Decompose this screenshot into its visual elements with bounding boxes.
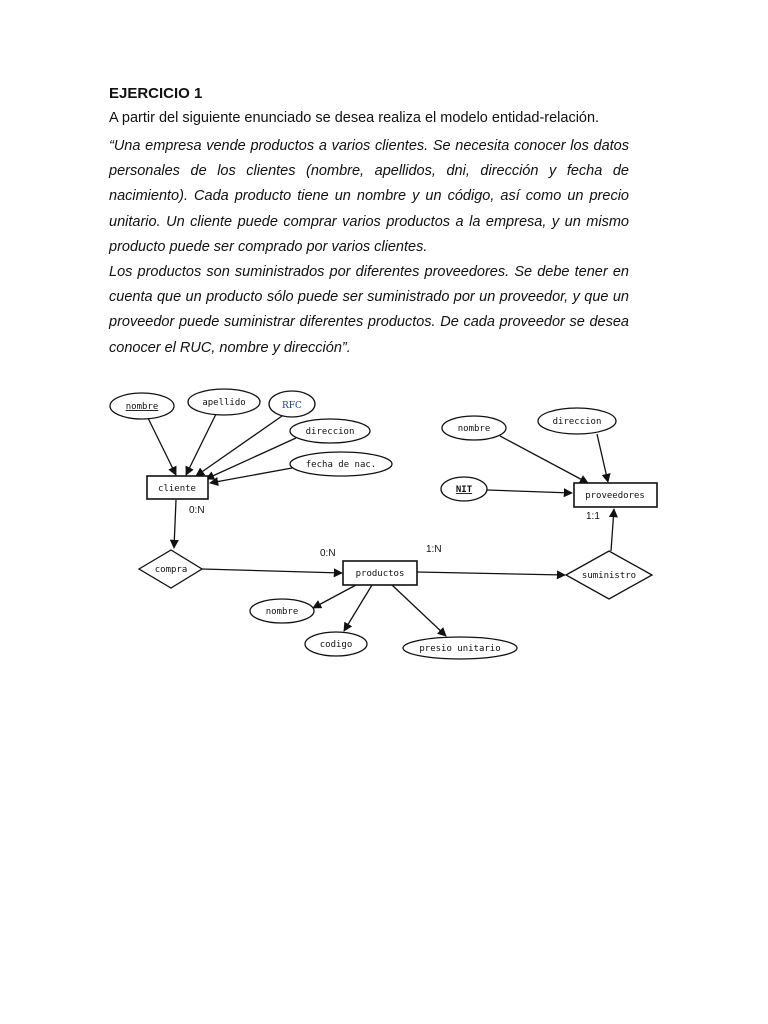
attribute-label: nombre [265,607,299,617]
relationship-label: compra [154,565,188,575]
edge-productos-precio [392,585,446,636]
attribute-cliente-apellido [188,389,260,415]
cardinality-proveedores-suministro: 1:1 [586,511,600,522]
entity-label: proveedores [585,491,645,501]
attribute-producto-nombre [250,599,314,623]
attribute-cliente-direccion [290,419,370,443]
attribute-label: nombre [125,402,159,412]
edge-cliente-compra [174,500,176,548]
entity-label: cliente [158,484,196,494]
attribute-label: apellido [202,398,246,408]
edge-nombre-proveedores [500,436,588,483]
intro-text: A partir del siguiente enunciado se desea realiza el modelo entidad-relación. [109,110,600,126]
attribute-cliente-fecha [290,452,392,476]
edge-direccion-cliente [206,438,296,479]
attribute-label: nombre [457,424,491,434]
attribute-label: codigo [319,640,353,650]
edge-nit-proveedores [487,490,572,493]
edge-rfc-cliente [196,416,282,476]
cardinality-productos-suministro: 1:N [426,544,442,555]
attribute-label: presio unitario [419,644,501,654]
edge-suministro-proveedores [611,509,614,551]
attribute-label: direccion [552,417,602,427]
attribute-cliente-nombre [110,393,174,419]
cardinality-cliente-compra: 0:N [189,505,205,516]
entity-proveedores [574,483,657,507]
attribute-label: direccion [305,427,355,437]
edge-productos-nombre [313,585,356,608]
attribute-cliente-rfc [269,391,315,417]
statement-paragraph-1: “Una empresa vende productos a varios clientes. Se necesita conocer los datos personales de los clientes (nombre, apellidos, dni, dirección y fecha de nacimiento). Cada producto tiene un nombre y un código, así como un precio unitario. Un cliente puede comprar varios productos a la empresa, y un mismo producto puede ser comprado por varios clientes. [109,138,629,255]
edge-nombre-cliente [148,418,176,475]
statement-paragraph-2: Los productos son suministrados por diferentes proveedores. Se debe tener en cuenta que un producto sólo puede ser suministrado por un proveedor, y que un proveedor puede suministrar diferentes productos. De cada proveedor se desea conocer el RUC, nombre y dirección”. [109,264,629,356]
attribute-label: NIT [455,485,473,495]
edge-productos-suministro [417,572,565,575]
edge-fecha-cliente [210,468,292,483]
attribute-proveedor-direccion [538,408,616,434]
attribute-proveedor-nit [441,477,487,501]
relationship-label: suministro [581,571,637,581]
entity-label: productos [355,569,405,579]
attribute-label: RFC [282,401,302,411]
attribute-proveedor-nombre [442,416,506,440]
edge-compra-productos [202,569,342,573]
document-title: EJERCICIO 1 [109,85,203,102]
edge-direccion-proveedores [597,434,608,482]
relationship-suministro [566,551,652,599]
entity-cliente [147,476,208,499]
diagram-edges [148,414,614,636]
edge-productos-codigo [344,585,372,631]
attribute-producto-precio [403,637,517,659]
relationship-compra [139,550,202,588]
attribute-label: fecha de nac. [305,460,377,470]
attribute-producto-codigo [305,632,367,656]
cardinality-productos-compra: 0:N [320,548,336,559]
entity-productos [343,561,417,585]
